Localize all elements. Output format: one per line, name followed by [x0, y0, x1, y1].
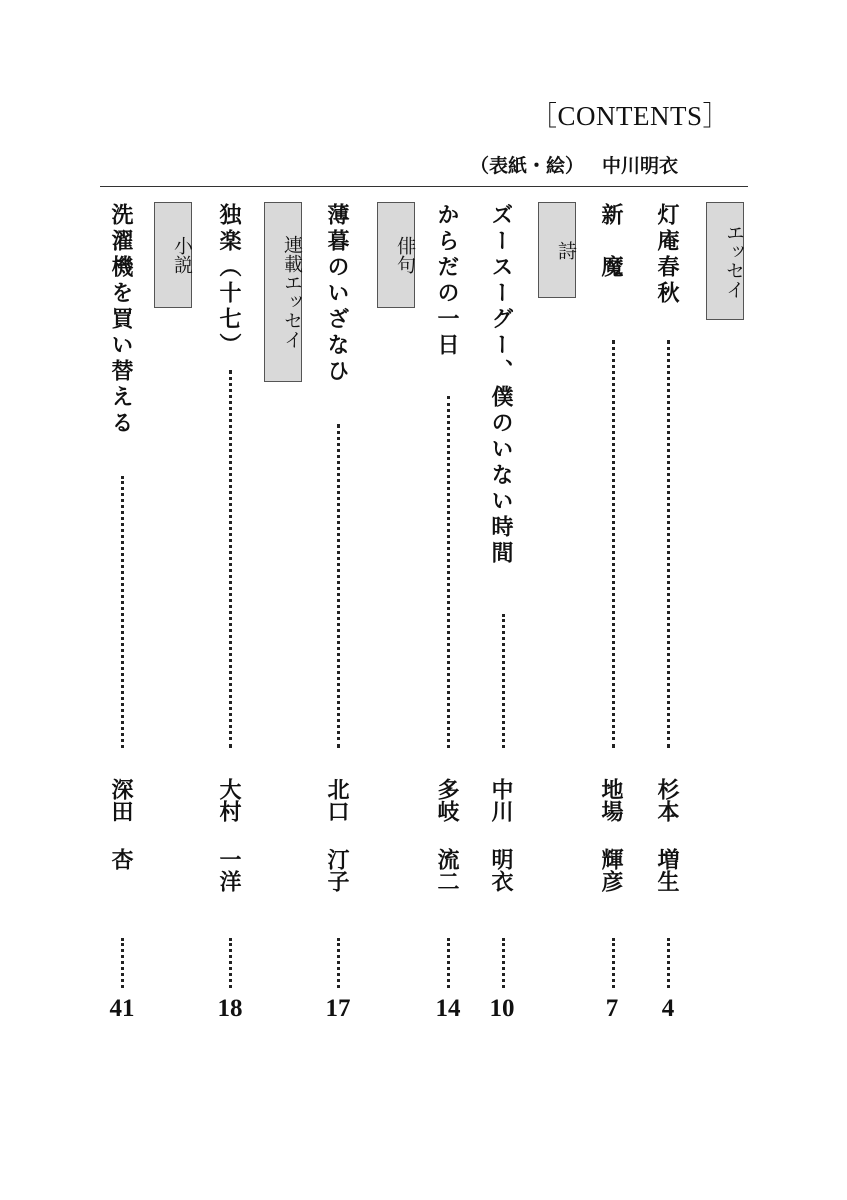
header-rule	[100, 186, 748, 187]
entry-title[interactable]: 独楽（十七）	[216, 203, 242, 359]
leader-dots	[447, 396, 450, 748]
entry-author	[656, 778, 678, 892]
author-given: 輝彦	[598, 848, 624, 892]
leader-dots	[337, 424, 340, 748]
author-given: 一洋	[216, 848, 242, 892]
author-family: 中川	[488, 778, 514, 822]
leader-dots	[502, 614, 505, 748]
category-novel: 小説	[154, 202, 192, 308]
category-haiku: 俳句	[377, 202, 415, 308]
entry-author	[436, 778, 458, 892]
entry-title[interactable]: 薄暮のいざなひ	[324, 203, 350, 385]
author-family: 杉本	[654, 778, 680, 822]
leader-dots	[612, 938, 615, 988]
entry-author	[600, 778, 622, 892]
author-given: 流二	[434, 848, 460, 892]
cover-credit-label: （表紙・絵）	[470, 155, 585, 177]
page-number: 7	[605, 995, 619, 1022]
author-given: 杏	[108, 848, 134, 870]
contents-heading: ［CONTENTS］	[530, 101, 730, 131]
author-family: 深田	[108, 778, 134, 822]
entry-author	[326, 778, 348, 892]
page-number: 14	[435, 995, 461, 1022]
entry-author	[110, 778, 132, 870]
leader-dots	[447, 938, 450, 988]
leader-dots	[667, 938, 670, 988]
page-number: 18	[217, 995, 243, 1022]
author-family: 大村	[216, 778, 242, 822]
entry-title[interactable]: ズースーグー、僕のいない時間	[488, 203, 514, 567]
leader-dots	[667, 340, 670, 748]
leader-dots	[121, 476, 124, 748]
category-serial-essay: 連載エッセイ	[264, 202, 302, 382]
cover-artist: 中川明衣	[602, 155, 679, 177]
entry-title[interactable]: 新 魔	[598, 203, 624, 281]
author-given: 汀子	[324, 848, 350, 892]
entry-author	[490, 778, 512, 892]
leader-dots	[229, 370, 232, 748]
leader-dots	[502, 938, 505, 988]
author-given: 増生	[654, 848, 680, 892]
entry-title[interactable]: 洗濯機を買い替える	[108, 203, 134, 437]
leader-dots	[612, 340, 615, 748]
category-poetry: 詩	[538, 202, 576, 298]
page-number: 4	[661, 995, 675, 1022]
leader-dots	[229, 938, 232, 988]
entry-title[interactable]: からだの一日	[434, 203, 460, 359]
author-family: 多岐	[434, 778, 460, 822]
page-number: 10	[489, 995, 515, 1022]
author-family: 地場	[598, 778, 624, 822]
leader-dots	[337, 938, 340, 988]
category-essay: エッセイ	[706, 202, 744, 320]
page-number: 41	[109, 995, 135, 1022]
leader-dots	[121, 938, 124, 988]
author-family: 北口	[324, 778, 350, 822]
entry-author	[218, 778, 240, 892]
cover-credit	[470, 151, 725, 178]
author-given: 明衣	[488, 848, 514, 892]
entry-title[interactable]: 灯庵春秋	[654, 203, 680, 307]
page-number: 17	[325, 995, 351, 1022]
